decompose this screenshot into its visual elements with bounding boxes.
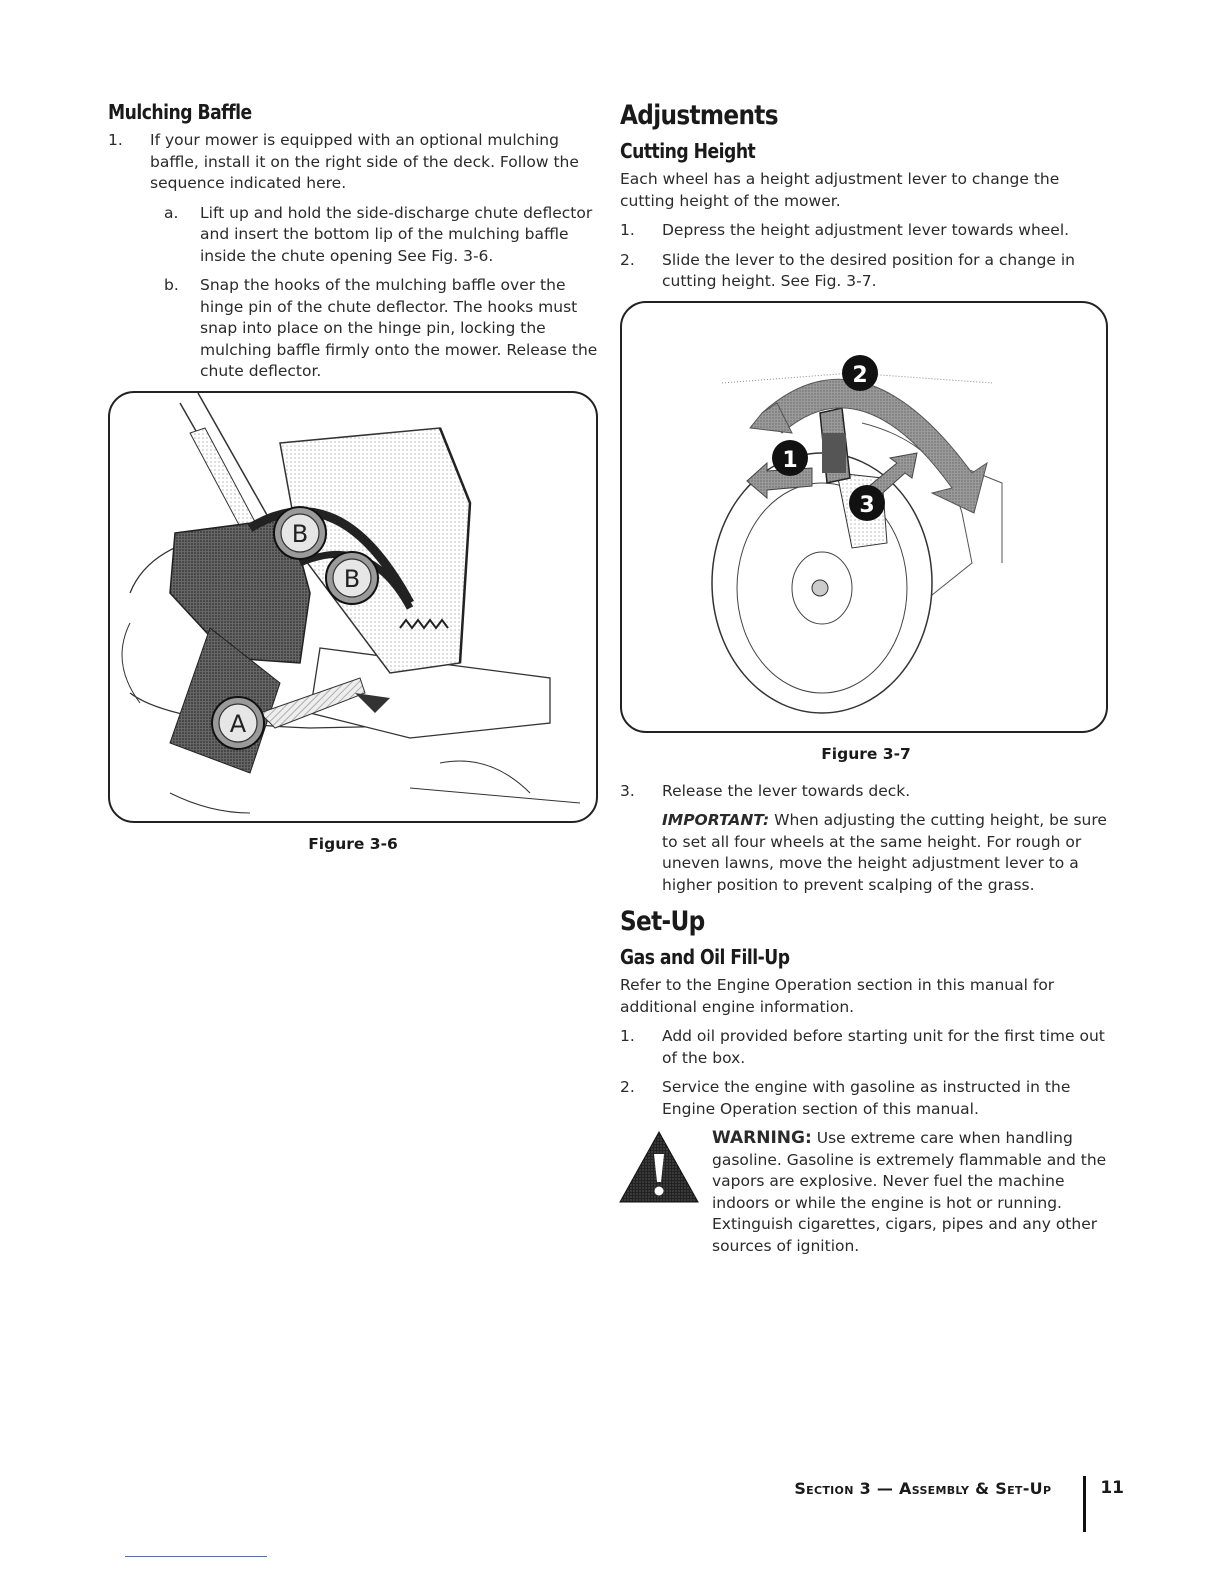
gas-oil-intro: Refer to the Engine Operation section in this manual for additional engine information. (620, 976, 1055, 1016)
page-footer (794, 1476, 1124, 1532)
figure-3-7-illustration (622, 303, 1106, 731)
step-number: 3. (620, 781, 635, 800)
figure-3-6-illustration (110, 393, 596, 821)
figure-3-6-caption: Figure 3-6 (308, 834, 398, 853)
step-text: Snap the hooks of the mulching baffle over the hinge pin of the chute deflector. The hooks must snap into place on the hinge pin, locking the mulching baffle firmly onto the mower. Release the chute deflector. (200, 276, 598, 380)
gas-step-2 (620, 1077, 1112, 1120)
setup-heading: Set-Up (620, 906, 705, 937)
important-note (620, 810, 1112, 896)
important-text: When adjusting the cutting height, be sure to set all four wheels at the same height. For rough or uneven lawns, move the height adjustment lever to a higher position to prevent scalping of the grass. (662, 811, 1107, 894)
warning-triangle-icon (618, 1130, 700, 1204)
footer-divider (1083, 1476, 1086, 1532)
right-column (620, 100, 1112, 1257)
figure-3-6-frame (108, 391, 598, 823)
figure-3-7-frame (620, 301, 1108, 733)
cutting-height-heading: Cutting Height (620, 139, 756, 163)
step-number: 2. (620, 1078, 635, 1096)
callout-b-upper (274, 507, 326, 559)
warning-label: WARNING: (712, 1128, 812, 1148)
gas-step-1 (620, 1026, 1112, 1069)
step-text: Lift up and hold the side-discharge chute deflector and insert the bottom lip of the mulching baffle inside the chute opening See Fig. 3-6. (200, 203, 593, 265)
important-label: IMPORTANT: (662, 811, 770, 829)
cutting-step-2 (620, 250, 1112, 293)
step-number: 2. (620, 250, 635, 269)
mulching-step-b (108, 275, 598, 383)
cutting-height-intro: Each wheel has a height adjustment lever to change the cutting height of the mower. (620, 170, 1060, 210)
cutting-step-3 (620, 781, 1112, 803)
warning-text: Use extreme care when handling gasoline. Gasoline is extremely flammable and the vapors are explosive. Never fuel the machine indoors or while the engine is hot or running. Extinguish cigarettes, cigars, pipes and any other sources of ignition. (712, 1129, 1107, 1255)
step-number: 1. (620, 221, 635, 239)
cutting-step-1 (620, 220, 1112, 242)
mulching-step-1 (108, 130, 598, 195)
step-text: Release the lever towards deck. (662, 781, 911, 800)
step-letter: a. (164, 203, 179, 222)
svg-text:1: 1 (782, 447, 798, 473)
step-letter: b. (164, 276, 179, 294)
adjustments-heading: Adjustments (620, 100, 778, 131)
callout-a (212, 697, 264, 749)
step-number: 1. (108, 131, 123, 149)
callout-b-lower (326, 552, 378, 604)
left-column (108, 100, 598, 853)
svg-text:B: B (343, 564, 361, 593)
mulching-step-a (108, 203, 598, 268)
mulching-baffle-heading: Mulching Baffle (108, 100, 252, 124)
callout-1 (772, 440, 808, 476)
step-text: Slide the lever to the desired position for a change in cutting height. See Fig. 3-7. (662, 250, 1075, 290)
gas-oil-heading: Gas and Oil Fill-Up (620, 945, 790, 969)
svg-text:3: 3 (859, 492, 875, 518)
svg-text:2: 2 (852, 362, 868, 388)
svg-text:A: A (229, 709, 247, 738)
page-number: 11 (1100, 1478, 1124, 1498)
step-text: Service the engine with gasoline as instructed in the Engine Operation section of this manual. (662, 1078, 1071, 1118)
section-label: Section 3 — Assembly & Set-Up (794, 1479, 1052, 1498)
step-number: 1. (620, 1027, 635, 1045)
figure-3-7-caption: Figure 3-7 (821, 744, 911, 763)
bottom-rule (125, 1556, 267, 1557)
warning-block (620, 1128, 1112, 1257)
step-text: If your mower is equipped with an optional mulching baffle, install it on the right side of the deck. Follow the sequence indicated here. (150, 131, 579, 192)
step-text: Add oil provided before starting unit for the first time out of the box. (662, 1027, 1105, 1067)
svg-text:B: B (291, 519, 309, 548)
step-text: Depress the height adjustment lever towards wheel. (662, 221, 1070, 239)
callout-2 (842, 355, 878, 391)
callout-3 (849, 485, 885, 521)
